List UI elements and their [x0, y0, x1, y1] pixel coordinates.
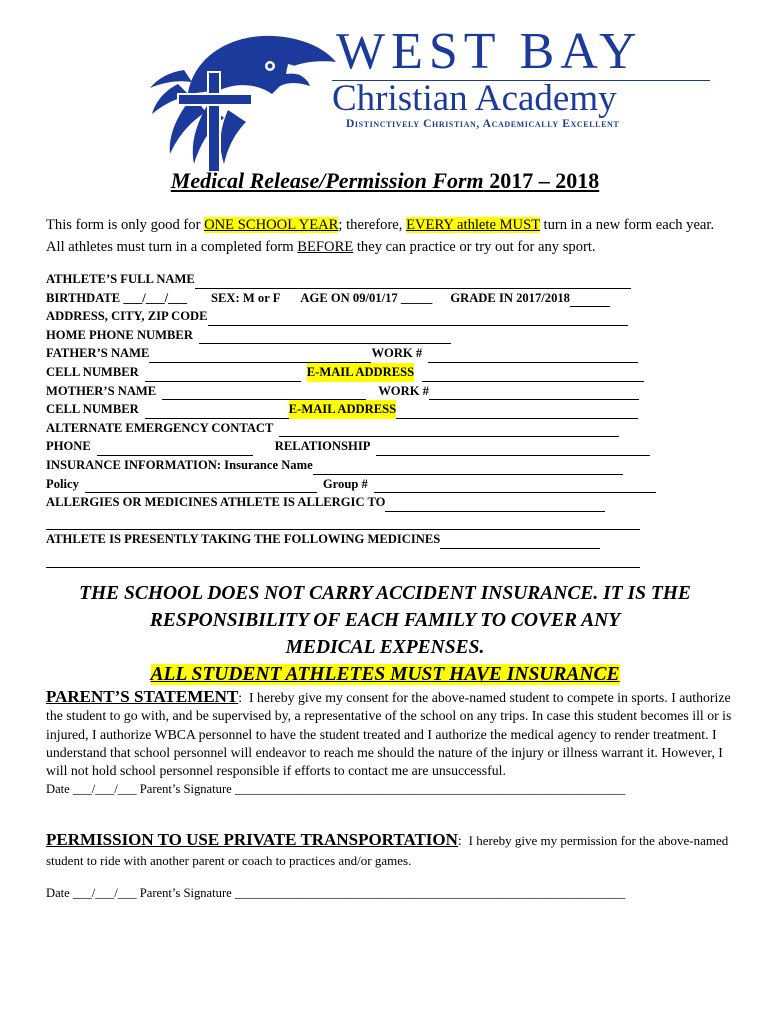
mother-email-label: E-MAIL ADDRESS [289, 400, 396, 419]
address-field[interactable] [208, 313, 628, 326]
row-athlete-name [46, 270, 736, 289]
mother-work-label: WORK # [378, 383, 429, 398]
sex-label[interactable]: SEX: M or F [211, 290, 281, 305]
father-work-label: WORK # [371, 346, 423, 361]
row-address [46, 307, 736, 326]
transport-colon: : [457, 833, 462, 848]
medicines-label: ATHLETE IS PRESENTLY TAKING THE FOLLOWING MEDICINES [46, 532, 441, 547]
grade-label: GRADE IN 2017/2018 [450, 290, 570, 305]
row-alt-contact [46, 419, 736, 438]
athlete-info-fields [46, 270, 736, 568]
father-email-label: E-MAIL ADDRESS [307, 363, 414, 382]
allergies-field[interactable] [385, 499, 605, 512]
parent-statement-text: I hereby give my consent for the above-named student to compete in sports. I authorize the student to go with, and be supervised by, a representative of the school on any trips. In case this student becomes ill or is injured, I authorize WBCA personnel to have the student treated and I authorize the medical agency to render treatment. I understand that school personnel will endeavor to reach me should the nature of the injury or illness warrant it. However, I will not hold school personnel responsible if efforts to contact me are unsuccessful. [46, 690, 732, 779]
insurance-notice [0, 580, 770, 688]
insurance-name-field[interactable] [313, 462, 623, 475]
parent-statement-signature-line[interactable]: Date ___/___/___ Parent’s Signature ______________________________________________________________ [46, 782, 626, 797]
intro-highlight-1: ONE SCHOOL YEAR [204, 217, 339, 233]
form-title-year: 2017 – 2018 [483, 168, 600, 193]
home-phone-label: HOME PHONE NUMBER [46, 327, 193, 342]
group-label: Group # [322, 476, 368, 491]
father-cell-field[interactable] [145, 369, 301, 382]
athlete-name-label: ATHLETE’S FULL NAME [46, 272, 195, 286]
father-name-field[interactable] [149, 350, 371, 363]
father-name-label: FATHER’S NAME [46, 346, 150, 361]
allergies-label: ALLERGIES OR MEDICINES ATHLETE IS ALLERGIC TO [46, 495, 386, 510]
intro-text-1: This form is only good for [46, 217, 205, 233]
policy-label: Policy [46, 476, 79, 491]
alt-contact-label: ALTERNATE EMERGENCY CONTACT [46, 420, 274, 435]
intro-text-2: ; therefore, [338, 217, 407, 233]
row-allergies [46, 493, 736, 512]
intro-text-4: they can practice or try out for any sport. [353, 239, 596, 255]
father-cell-label: CELL NUMBER [46, 364, 139, 379]
school-name-line2: Christian Academy [332, 78, 617, 119]
address-label: ADDRESS, CITY, ZIP CODE [46, 309, 208, 324]
school-tagline: Distinctively Christian, Academically Excellent [346, 118, 620, 130]
row-insurance [46, 456, 736, 475]
parent-statement-colon: : [238, 690, 243, 705]
alt-contact-field[interactable] [279, 424, 619, 437]
row-birthdate [46, 289, 736, 308]
row-father-cell [46, 363, 736, 382]
mother-email-field[interactable] [396, 406, 638, 419]
father-work-field[interactable] [428, 350, 638, 363]
mother-work-field[interactable] [429, 387, 639, 400]
eagle-cross-logo-icon [148, 24, 338, 174]
mother-cell-field[interactable] [145, 406, 289, 419]
row-mother [46, 382, 736, 401]
notice-line-1: THE SCHOOL DOES NOT CARRY ACCIDENT INSURANCE. IT IS THE [79, 583, 691, 604]
father-email-field[interactable] [422, 369, 644, 382]
school-name-line1: WEST BAY [336, 23, 643, 80]
medicines-field[interactable] [440, 536, 600, 549]
row-medicines-cont [46, 549, 736, 568]
insurance-label: INSURANCE INFORMATION: Insurance Name [46, 457, 313, 472]
form-title-main: Medical Release/Permission Form [170, 168, 484, 193]
home-phone-field[interactable] [199, 331, 451, 344]
mother-cell-label: CELL NUMBER [46, 402, 139, 417]
birthdate-label[interactable]: BIRTHDATE ___/___/___ [46, 290, 188, 305]
relationship-label: RELATIONSHIP [274, 439, 371, 454]
form-title [0, 168, 770, 194]
phone-field[interactable] [97, 443, 253, 456]
allergies-field-line2[interactable] [46, 517, 640, 530]
row-allergies-cont [46, 512, 736, 531]
parent-statement [46, 688, 734, 799]
mother-name-label: MOTHER’S NAME [46, 383, 157, 398]
athlete-name-field[interactable] [195, 276, 631, 289]
transport-signature-line[interactable]: Date ___/___/___ Parent’s Signature ______________________________________________________________ [46, 886, 626, 900]
intro-paragraph [46, 214, 726, 258]
medicines-field-line2[interactable] [46, 555, 640, 568]
group-field[interactable] [374, 480, 656, 493]
intro-underline-before: BEFORE [297, 239, 354, 255]
grade-field[interactable] [570, 294, 610, 307]
phone-label: PHONE [46, 439, 91, 454]
parent-statement-heading: PARENT’S STATEMENT [46, 687, 239, 706]
notice-line-2: RESPONSIBILITY OF EACH FAMILY TO COVER ANY [149, 610, 621, 631]
relationship-field[interactable] [376, 443, 650, 456]
row-policy [46, 475, 736, 494]
transport-permission [46, 830, 734, 871]
row-phone [46, 437, 736, 456]
row-medicines [46, 530, 736, 549]
mother-name-field[interactable] [162, 387, 366, 400]
transport-heading: PERMISSION TO USE PRIVATE TRANSPORTATION [46, 830, 458, 849]
row-home-phone [46, 326, 736, 345]
row-father [46, 344, 736, 363]
notice-line-4: ALL STUDENT ATHLETES MUST HAVE INSURANCE [150, 664, 620, 685]
intro-highlight-2: EVERY athlete MUST [406, 217, 540, 233]
row-mother-cell [46, 400, 736, 419]
notice-line-3: MEDICAL EXPENSES. [285, 637, 485, 658]
age-label[interactable]: AGE ON 09/01/17 _____ [300, 290, 433, 305]
intro-text-3: turn in a new form each year. All athletes must turn in a completed form [46, 217, 715, 255]
policy-field[interactable] [85, 480, 317, 493]
transport-text: I hereby give my permission for the above-named student to ride with another parent or coach to practices and/or games. [46, 833, 729, 868]
